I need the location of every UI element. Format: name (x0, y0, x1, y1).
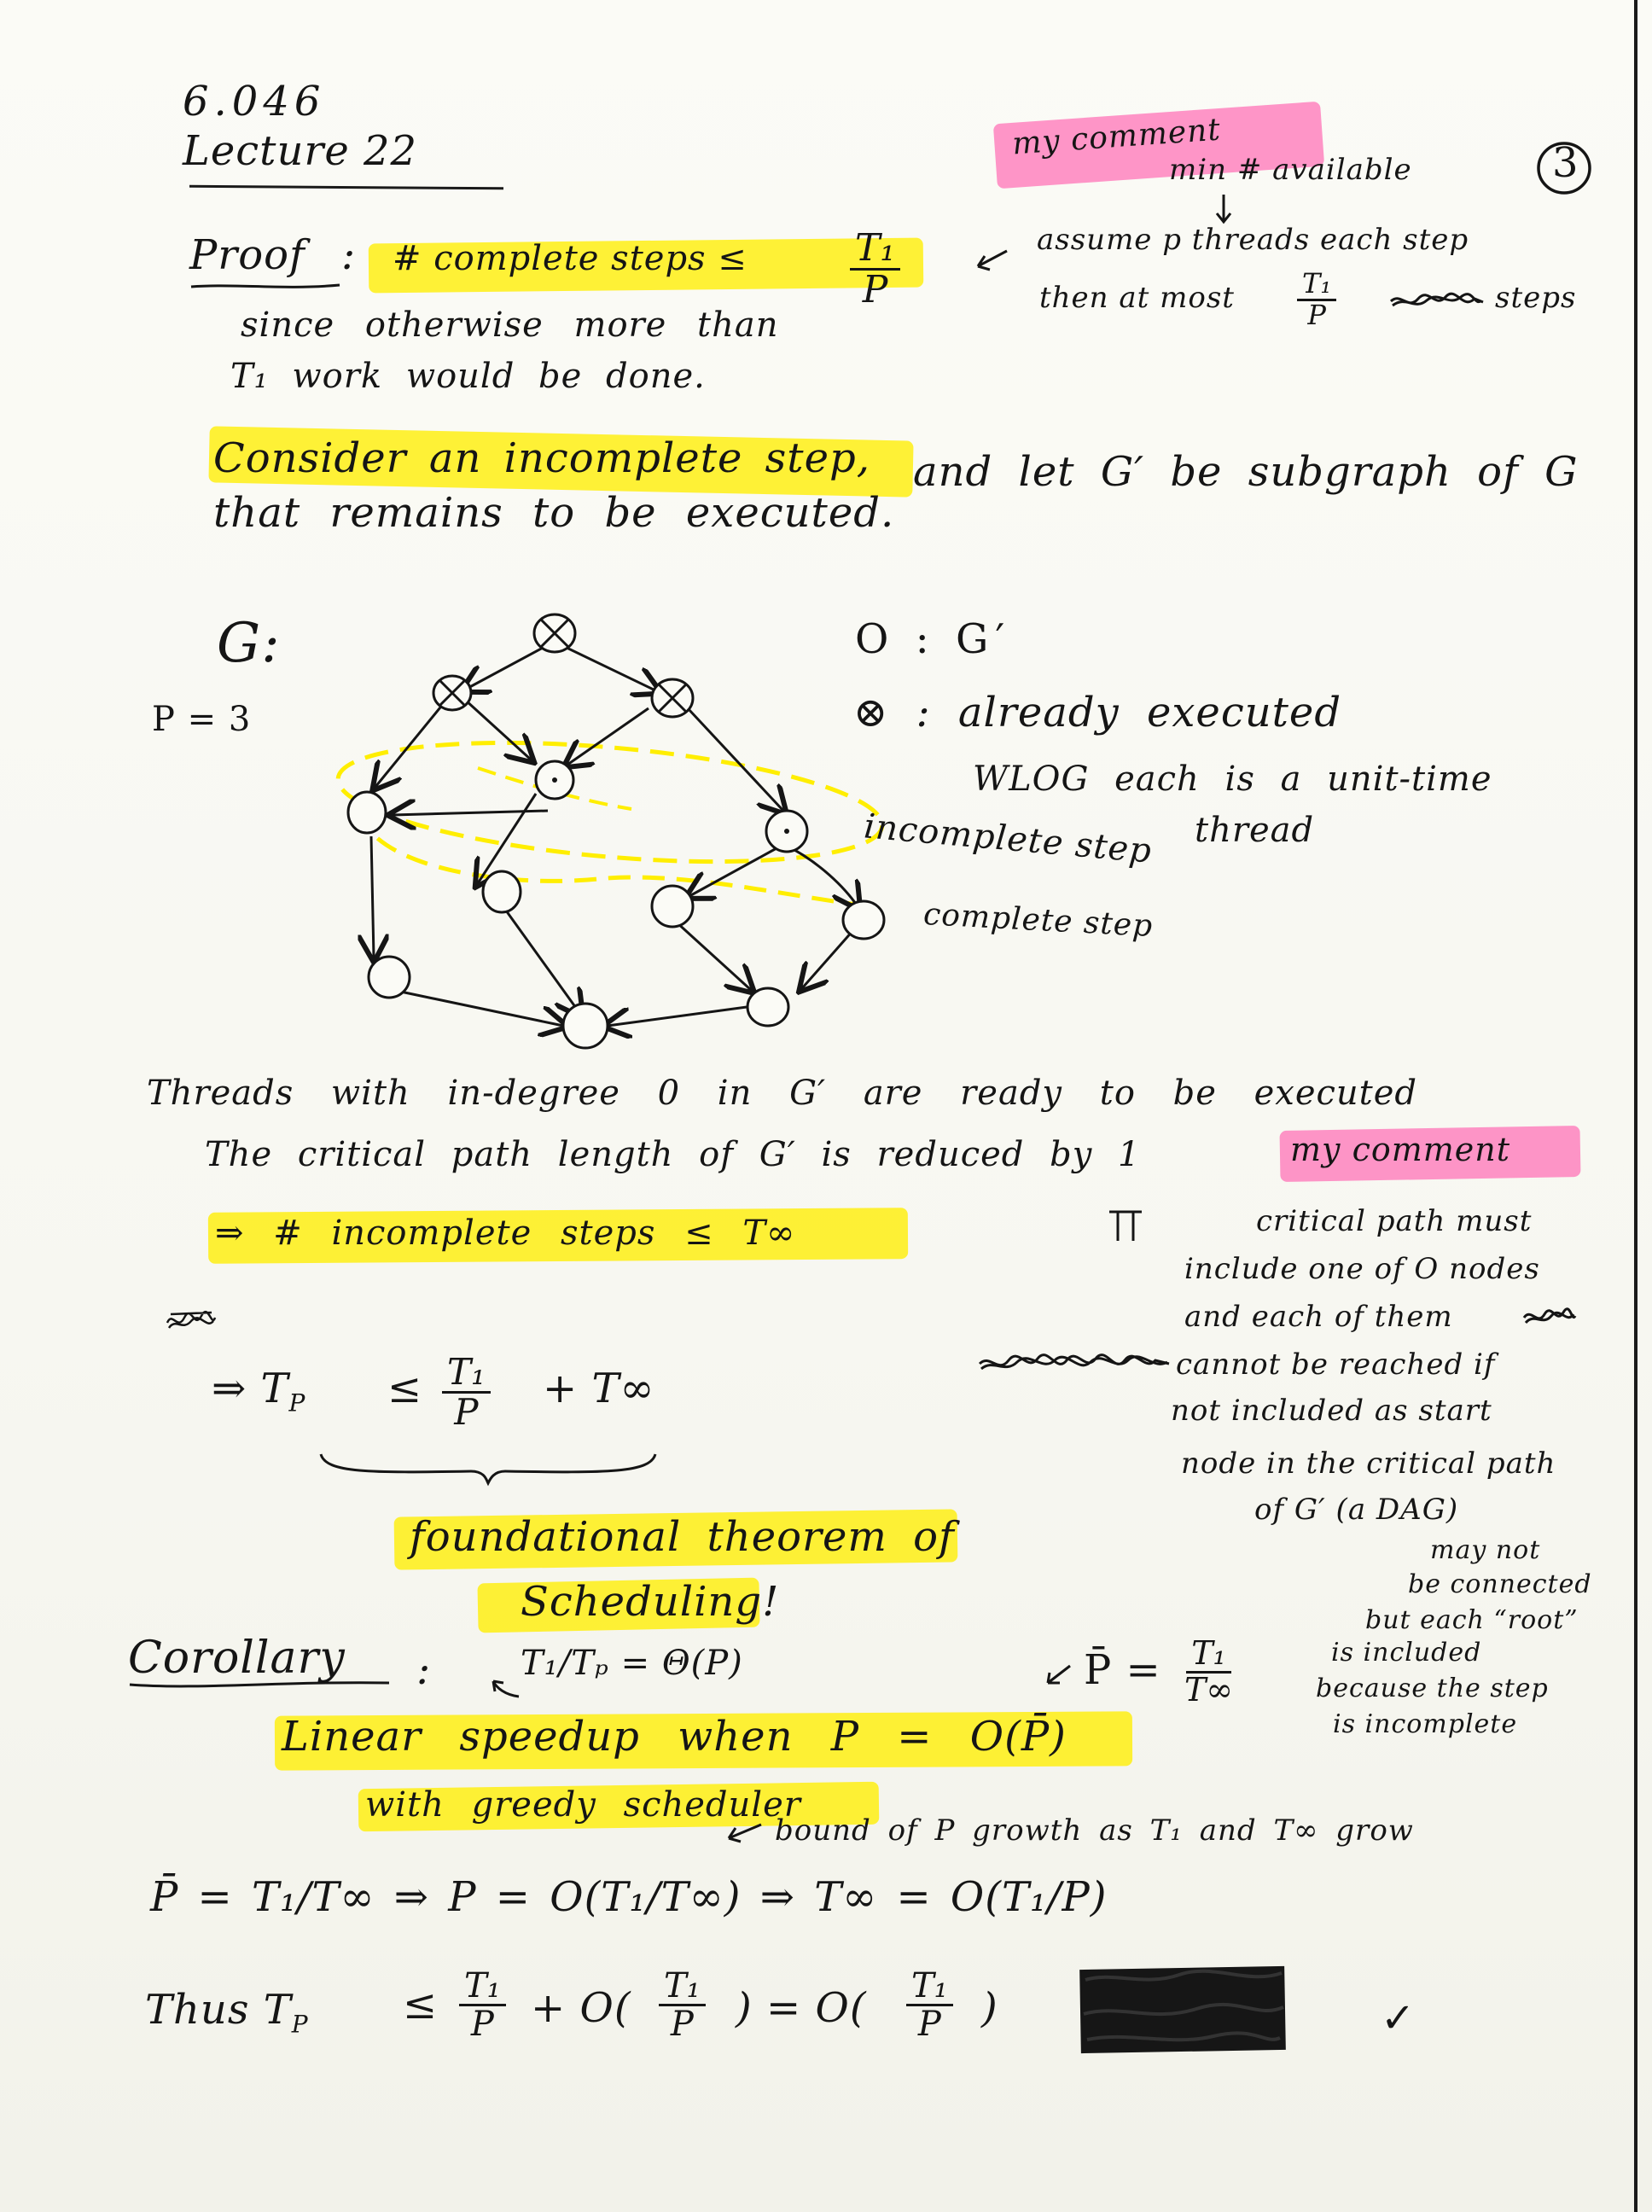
margin-comment-label-mid: my comment (1290, 1131, 1511, 1168)
node-icon (369, 957, 410, 998)
margin-note-line: but each “root” (1365, 1605, 1579, 1635)
proof-line3: T₁ work would be done. (230, 357, 706, 396)
node-icon (843, 901, 884, 939)
node-dot (552, 777, 557, 783)
wlog-line2: thread (1195, 811, 1315, 850)
margin-note-line: cannot be reached if (1176, 1348, 1496, 1382)
proof-fraction: $\frac{\text{T₁}}{P}$ (850, 229, 900, 310)
sink-node-icon (563, 1004, 608, 1048)
margin-note-min-available: min # available (1169, 153, 1412, 187)
margin-note-line: include one of O nodes (1184, 1252, 1540, 1286)
proof-label: Proof (189, 231, 305, 279)
arrow-down-small-icon (1213, 193, 1234, 227)
checkmark: ✓ (1381, 1994, 1416, 2042)
proof-line2: since otherwise more than (241, 306, 779, 345)
margin-note-steps: steps (1495, 281, 1577, 315)
node-icon (747, 988, 788, 1026)
edge (676, 922, 751, 990)
consider-tail: and let G′ be subgraph of G (913, 448, 1579, 496)
edge (465, 700, 531, 760)
margin-note-at-most: then at most (1039, 281, 1235, 315)
margin-note-line: is incomplete (1333, 1709, 1518, 1739)
greedy-scheduler: with greedy scheduler (365, 1785, 801, 1825)
scribbled-out-block (1077, 1963, 1290, 2057)
consider-highlighted: Consider an incomplete step, (213, 434, 870, 482)
arrow-down-left-icon (1043, 1662, 1073, 1688)
theorem-line1: foundational theorem of (410, 1513, 955, 1561)
thus-close: ) (981, 1984, 998, 2032)
edge (465, 647, 544, 690)
header-underline (189, 185, 503, 190)
margin-note-line: not included as start (1171, 1394, 1492, 1428)
threads-line3: ⇒ # incomplete steps ≤ T∞ (215, 1214, 796, 1253)
lecture-title: Lecture 22 (183, 127, 418, 175)
thus-t1-fraction: $\frac{\text{T₁}}{P}$ (459, 1968, 506, 2042)
edge (802, 930, 853, 988)
thus-result-fraction: $\frac{\text{T₁}}{P}$ (906, 1968, 953, 2042)
edge (565, 647, 657, 691)
arrow-up-left-icon (488, 1676, 522, 1702)
executed-node-icon (433, 676, 471, 710)
executed-node-icon (534, 614, 575, 652)
thus-equals-o: ) = O( (736, 1984, 867, 2032)
arrow-left-icon (722, 1819, 765, 1845)
margin-note-line: be connected (1408, 1569, 1592, 1599)
up-arrow-icon (1104, 1203, 1147, 1246)
theorem-line2: Scheduling! (521, 1578, 780, 1626)
proof-colon: : (341, 231, 357, 279)
bound-fraction: $\frac{\text{T₁}}{P}$ (442, 1353, 491, 1431)
dag-diagram (307, 589, 922, 1067)
threads-line1: Threads with in-degree 0 in G′ are ready to be executed (147, 1074, 1418, 1113)
margin-note-line: is included (1331, 1638, 1482, 1668)
margin-note-line: of G′ (a DAG) (1254, 1493, 1459, 1527)
pbar-fraction: $\frac{\text{T₁}}{T\infty}$ (1184, 1634, 1233, 1708)
edge (371, 836, 374, 958)
margin-note-line: because the step (1316, 1674, 1549, 1703)
thus-o-fraction: $\frac{\text{T₁}}{P}$ (659, 1968, 706, 2042)
p-equals-3: P = 3 (152, 700, 252, 739)
edge (502, 905, 580, 1014)
incomplete-step-label: incomplete step (862, 806, 1154, 871)
proof-statement: # complete steps ≤ (393, 239, 747, 278)
corollary-colon: : (416, 1646, 432, 1694)
page-right-border (1634, 0, 1637, 2212)
executed-node-icon (652, 679, 693, 717)
brace-under-bound (317, 1451, 659, 1485)
margin-note-assume: assume p threads each step (1037, 223, 1469, 257)
margin-comment-label-top: my comment (1010, 112, 1223, 162)
bound-lead: ⇒ $T_P$ (212, 1365, 306, 1417)
thus-rel: ≤ (403, 1981, 439, 2029)
edge (608, 1005, 759, 1026)
margin-note-line: may not (1430, 1535, 1541, 1565)
edge (375, 703, 444, 787)
scribble-crossed-word (1522, 1304, 1577, 1330)
consider-line2: that remains to be executed. (213, 489, 895, 537)
scribble-crossed-word (1389, 288, 1485, 314)
page-number: 3 (1552, 139, 1579, 187)
proof-underline (189, 282, 343, 292)
node-icon (483, 871, 521, 912)
pbar-lead: P̄ = (1084, 1646, 1161, 1694)
thus-lead: Thus $T_P$ (145, 1986, 309, 2039)
linear-speedup: Linear speedup when P = O(P̄) (282, 1713, 1067, 1761)
corollary-label: Corollary (128, 1633, 346, 1684)
thus-plus-o: + O( (531, 1984, 631, 2032)
bound-tail: + T∞ (543, 1365, 655, 1412)
threads-line2: The critical path length of G′ is reduced by 1 (205, 1135, 1141, 1174)
edge (393, 990, 563, 1026)
margin-note-line: critical path must (1256, 1204, 1533, 1238)
wlog-line1: WLOG each is a unit-time (973, 760, 1492, 799)
node-dot (784, 829, 789, 834)
arrow-left-icon (974, 247, 1009, 273)
course-number: 6.046 (183, 78, 326, 125)
scribble-crossed-word (978, 1350, 1172, 1377)
node-icon (652, 886, 693, 927)
margin-note-fraction: $\frac{\text{T₁}}{P}$ (1297, 270, 1336, 329)
corollary-ratio: T₁/Tₚ = Θ(P) (521, 1644, 743, 1683)
edge (478, 794, 536, 883)
legend-open-node: O : G′ (855, 615, 1012, 663)
complete-step-label: complete step (922, 896, 1155, 945)
margin-note-line: and each of them (1184, 1300, 1453, 1334)
bound-rel: ≤ (387, 1365, 423, 1412)
derivation-line1: P̄ = T₁/T∞ ⇒ P = O(T₁/T∞) ⇒ T∞ = O(T₁/P) (150, 1873, 1108, 1921)
legend-executed-node: ⊗ : already executed (853, 689, 1342, 736)
graph-label: G: (217, 612, 281, 675)
edge (567, 708, 649, 765)
corollary-underline (128, 1679, 393, 1690)
growth-note: bound of P growth as T₁ and T∞ grow (775, 1813, 1414, 1848)
margin-note-line: node in the critical path (1181, 1447, 1556, 1481)
scribble-small (164, 1306, 218, 1335)
ready-node-icon (348, 792, 386, 833)
